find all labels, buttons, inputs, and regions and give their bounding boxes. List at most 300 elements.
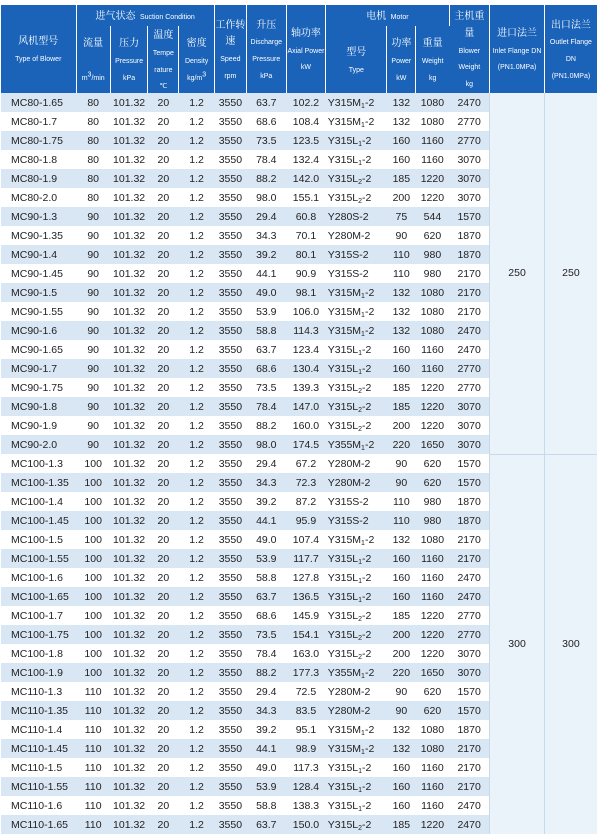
- cell-cap: 80: [76, 150, 110, 169]
- cell-speed: 3550: [214, 473, 246, 492]
- cell-motor-type: $Y315L_1-2$: [326, 758, 387, 777]
- cell-pres: 101.32: [110, 359, 148, 378]
- cell-mkg: 1080: [416, 739, 449, 758]
- cell-speed: 3550: [214, 112, 246, 131]
- cell-temp: 20: [148, 473, 179, 492]
- col-header-temperature: 温度 Tempe rature ℃: [148, 26, 179, 93]
- cell-mkg: 1160: [416, 131, 449, 150]
- cell-model: MC90-1.3: [1, 207, 76, 226]
- cell-motor-type: $Y315L_2-2$: [326, 606, 387, 625]
- cell-disc: 44.1: [246, 739, 286, 758]
- cell-motor-type: Y280M-2: [326, 226, 387, 245]
- cell-dens: 1.2: [179, 359, 214, 378]
- cell-mkg: 1220: [416, 606, 449, 625]
- cell-dens: 1.2: [179, 207, 214, 226]
- cell-disc: 39.2: [246, 492, 286, 511]
- cell-cap: 100: [76, 663, 110, 682]
- cell-disc: 58.8: [246, 568, 286, 587]
- cell-speed: 3550: [214, 454, 246, 473]
- cell-motor-type: $Y315L_1-2$: [326, 340, 387, 359]
- cell-temp: 20: [148, 606, 179, 625]
- cell-pres: 101.32: [110, 112, 148, 131]
- cell-speed: 3550: [214, 302, 246, 321]
- cell-speed: 3550: [214, 568, 246, 587]
- cell-mkw: 110: [387, 264, 416, 283]
- cell-temp: 20: [148, 150, 179, 169]
- cell-dens: 1.2: [179, 321, 214, 340]
- cell-mkg: 1080: [416, 530, 449, 549]
- cell-pres: 101.32: [110, 644, 148, 663]
- col-header-power: 轴功率 Axial Power kW: [286, 5, 326, 93]
- cell-bw: 1570: [449, 473, 490, 492]
- cell-cap: 80: [76, 169, 110, 188]
- cell-mkg: 1220: [416, 815, 449, 834]
- cell-mkw: 75: [387, 207, 416, 226]
- cell-bw: 2470: [449, 796, 490, 815]
- cell-model: MC110-1.35: [1, 701, 76, 720]
- cell-dens: 1.2: [179, 568, 214, 587]
- cell-power: 60.8: [286, 207, 326, 226]
- cell-speed: 3550: [214, 397, 246, 416]
- cell-dens: 1.2: [179, 264, 214, 283]
- cell-pres: 101.32: [110, 777, 148, 796]
- col-header-inlet-flange: 进口法兰 Inlet Flange DN (PN1.0MPa): [490, 5, 545, 93]
- cell-model: MC90-1.65: [1, 340, 76, 359]
- cell-mkg: 1080: [416, 283, 449, 302]
- cell-disc: 58.8: [246, 796, 286, 815]
- cell-power: 83.5: [286, 701, 326, 720]
- cell-motor-type: $Y355M_1-2$: [326, 663, 387, 682]
- cell-dens: 1.2: [179, 549, 214, 568]
- cell-mkg: 544: [416, 207, 449, 226]
- cell-cap: 90: [76, 416, 110, 435]
- cell-power: 138.3: [286, 796, 326, 815]
- cell-mkg: 980: [416, 511, 449, 530]
- cell-bw: 1870: [449, 720, 490, 739]
- cell-speed: 3550: [214, 264, 246, 283]
- cell-pres: 101.32: [110, 416, 148, 435]
- cell-mkw: 220: [387, 663, 416, 682]
- cell-pres: 101.32: [110, 606, 148, 625]
- cell-cap: 110: [76, 815, 110, 834]
- cell-cap: 100: [76, 511, 110, 530]
- cell-mkg: 980: [416, 245, 449, 264]
- cell-temp: 20: [148, 549, 179, 568]
- cell-mkw: 132: [387, 321, 416, 340]
- cell-mkg: 1080: [416, 321, 449, 340]
- cell-disc: 63.7: [246, 587, 286, 606]
- cell-dens: 1.2: [179, 93, 214, 112]
- cell-cap: 100: [76, 587, 110, 606]
- cell-mkw: 110: [387, 245, 416, 264]
- cell-pres: 101.32: [110, 568, 148, 587]
- cell-speed: 3550: [214, 625, 246, 644]
- cell-mkw: 132: [387, 302, 416, 321]
- cell-dens: 1.2: [179, 473, 214, 492]
- cell-power: 107.4: [286, 530, 326, 549]
- cell-dens: 1.2: [179, 150, 214, 169]
- cell-motor-type: Y280S-2: [326, 207, 387, 226]
- cell-disc: 53.9: [246, 777, 286, 796]
- cell-motor-type: $Y315M_1-2$: [326, 93, 387, 112]
- cell-model: MC90-1.45: [1, 264, 76, 283]
- cell-mkw: 185: [387, 815, 416, 834]
- cell-bw: 2170: [449, 264, 490, 283]
- cell-disc: 73.5: [246, 378, 286, 397]
- cell-power: 177.3: [286, 663, 326, 682]
- cell-power: 108.4: [286, 112, 326, 131]
- cell-dens: 1.2: [179, 625, 214, 644]
- cell-disc: 73.5: [246, 131, 286, 150]
- cell-mkw: 200: [387, 644, 416, 663]
- cell-temp: 20: [148, 397, 179, 416]
- cell-speed: 3550: [214, 283, 246, 302]
- cell-cap: 90: [76, 321, 110, 340]
- cell-cap: 80: [76, 112, 110, 131]
- cell-model: MC100-1.7: [1, 606, 76, 625]
- cell-motor-type: $Y315M_1-2$: [326, 321, 387, 340]
- cell-power: 95.9: [286, 511, 326, 530]
- cell-motor-type: $Y315L_2-2$: [326, 416, 387, 435]
- cell-mkw: 160: [387, 340, 416, 359]
- cell-dens: 1.2: [179, 663, 214, 682]
- cell-disc: 53.9: [246, 302, 286, 321]
- cell-mkw: 185: [387, 606, 416, 625]
- cell-temp: 20: [148, 796, 179, 815]
- cell-dens: 1.2: [179, 758, 214, 777]
- cell-mkg: 980: [416, 492, 449, 511]
- cell-cap: 90: [76, 378, 110, 397]
- cell-model: MC90-1.55: [1, 302, 76, 321]
- cell-cap: 100: [76, 606, 110, 625]
- cell-pres: 101.32: [110, 264, 148, 283]
- cell-pres: 101.32: [110, 682, 148, 701]
- col-header-speed: 工作转速 Speed rpm: [214, 5, 246, 93]
- cell-cap: 110: [76, 701, 110, 720]
- cell-power: 117.7: [286, 549, 326, 568]
- cell-dens: 1.2: [179, 720, 214, 739]
- cell-mkg: 1080: [416, 93, 449, 112]
- cell-disc: 63.7: [246, 93, 286, 112]
- cell-mkw: 160: [387, 549, 416, 568]
- cell-speed: 3550: [214, 530, 246, 549]
- cell-bw: 2770: [449, 112, 490, 131]
- cell-temp: 20: [148, 663, 179, 682]
- cell-pres: 101.32: [110, 283, 148, 302]
- cell-cap: 90: [76, 283, 110, 302]
- cell-mkg: 1160: [416, 758, 449, 777]
- cell-temp: 20: [148, 112, 179, 131]
- cell-pres: 101.32: [110, 378, 148, 397]
- cell-power: 98.1: [286, 283, 326, 302]
- cell-temp: 20: [148, 359, 179, 378]
- cell-mkg: 620: [416, 454, 449, 473]
- cell-bw: 2770: [449, 606, 490, 625]
- cell-pres: 101.32: [110, 701, 148, 720]
- cell-disc: 68.6: [246, 606, 286, 625]
- cell-disc: 73.5: [246, 625, 286, 644]
- col-header-density: 密度 Density $kg/m^3$: [179, 26, 214, 93]
- cell-pres: 101.32: [110, 150, 148, 169]
- cell-speed: 3550: [214, 720, 246, 739]
- cell-temp: 20: [148, 625, 179, 644]
- cell-motor-type: $Y315M_1-2$: [326, 302, 387, 321]
- cell-speed: 3550: [214, 549, 246, 568]
- cell-cap: 110: [76, 682, 110, 701]
- cell-model: MC100-1.8: [1, 644, 76, 663]
- cell-disc: 98.0: [246, 435, 286, 454]
- cell-mkw: 200: [387, 416, 416, 435]
- cell-mkw: 90: [387, 701, 416, 720]
- cell-cap: 100: [76, 473, 110, 492]
- cell-disc: 88.2: [246, 663, 286, 682]
- col-header-suction: 进气状态 Suction Condition: [76, 5, 214, 26]
- cell-bw: 2770: [449, 131, 490, 150]
- cell-temp: 20: [148, 169, 179, 188]
- cell-mkw: 185: [387, 169, 416, 188]
- cell-disc: 78.4: [246, 644, 286, 663]
- cell-dens: 1.2: [179, 701, 214, 720]
- cell-power: 155.1: [286, 188, 326, 207]
- cell-disc: 58.8: [246, 321, 286, 340]
- cell-disc: 88.2: [246, 416, 286, 435]
- cell-mkg: 980: [416, 264, 449, 283]
- cell-power: 150.0: [286, 815, 326, 834]
- cell-power: 123.4: [286, 340, 326, 359]
- cell-dens: 1.2: [179, 777, 214, 796]
- cell-dens: 1.2: [179, 283, 214, 302]
- col-header-capacity: 流量 $m^3/\min$: [76, 26, 110, 93]
- cell-temp: 20: [148, 492, 179, 511]
- cell-speed: 3550: [214, 796, 246, 815]
- cell-disc: 29.4: [246, 682, 286, 701]
- cell-pres: 101.32: [110, 796, 148, 815]
- cell-temp: 20: [148, 93, 179, 112]
- cell-model: MC100-1.75: [1, 625, 76, 644]
- cell-pres: 101.32: [110, 226, 148, 245]
- cell-bw: 2170: [449, 777, 490, 796]
- cell-bw: 1870: [449, 492, 490, 511]
- cell-bw: 3070: [449, 644, 490, 663]
- cell-motor-type: $Y315L_1-2$: [326, 549, 387, 568]
- cell-temp: 20: [148, 587, 179, 606]
- cell-motor-type: Y315S-2: [326, 492, 387, 511]
- cell-power: 90.9: [286, 264, 326, 283]
- cell-temp: 20: [148, 340, 179, 359]
- cell-bw: 2770: [449, 625, 490, 644]
- cell-speed: 3550: [214, 207, 246, 226]
- cell-power: 102.2: [286, 93, 326, 112]
- cell-temp: 20: [148, 758, 179, 777]
- cell-model: MC100-1.45: [1, 511, 76, 530]
- cell-motor-type: $Y315L_1-2$: [326, 587, 387, 606]
- col-header-blower-weight: 主机重量 Blower Weight kg: [449, 5, 490, 93]
- cell-cap: 110: [76, 739, 110, 758]
- cell-disc: 88.2: [246, 169, 286, 188]
- cell-mkg: 620: [416, 682, 449, 701]
- col-header-motor-weight: 重量 Weight kg: [416, 26, 449, 93]
- cell-mkw: 200: [387, 188, 416, 207]
- cell-bw: 3070: [449, 435, 490, 454]
- cell-cap: 80: [76, 93, 110, 112]
- cell-power: 72.3: [286, 473, 326, 492]
- cell-mkw: 220: [387, 435, 416, 454]
- cell-pres: 101.32: [110, 207, 148, 226]
- cell-power: 142.0: [286, 169, 326, 188]
- cell-mkw: 200: [387, 625, 416, 644]
- cell-disc: 29.4: [246, 454, 286, 473]
- cell-dens: 1.2: [179, 796, 214, 815]
- cell-power: 145.9: [286, 606, 326, 625]
- cell-speed: 3550: [214, 188, 246, 207]
- cell-pres: 101.32: [110, 530, 148, 549]
- cell-pres: 101.32: [110, 739, 148, 758]
- cell-bw: 3070: [449, 397, 490, 416]
- cell-pres: 101.32: [110, 321, 148, 340]
- cell-pres: 101.32: [110, 435, 148, 454]
- cell-pres: 101.32: [110, 188, 148, 207]
- cell-speed: 3550: [214, 606, 246, 625]
- cell-disc: 49.0: [246, 283, 286, 302]
- cell-speed: 3550: [214, 511, 246, 530]
- cell-motor-type: $Y355M_1-2$: [326, 435, 387, 454]
- cell-mkw: 160: [387, 796, 416, 815]
- cell-dens: 1.2: [179, 815, 214, 834]
- cell-temp: 20: [148, 511, 179, 530]
- cell-motor-type: Y280M-2: [326, 682, 387, 701]
- cell-motor-type: $Y315L_1-2$: [326, 796, 387, 815]
- cell-mkw: 160: [387, 150, 416, 169]
- cell-pres: 101.32: [110, 473, 148, 492]
- cell-temp: 20: [148, 302, 179, 321]
- cell-mkg: 1160: [416, 359, 449, 378]
- cell-mkg: 1160: [416, 587, 449, 606]
- cell-inlet-flange: 300: [490, 454, 545, 834]
- cell-model: MC100-1.35: [1, 473, 76, 492]
- cell-bw: 2170: [449, 549, 490, 568]
- cell-pres: 101.32: [110, 720, 148, 739]
- cell-mkg: 1160: [416, 796, 449, 815]
- cell-speed: 3550: [214, 758, 246, 777]
- cell-model: MC80-1.65: [1, 93, 76, 112]
- cell-motor-type: $Y315L_2-2$: [326, 169, 387, 188]
- cell-speed: 3550: [214, 644, 246, 663]
- cell-mkw: 90: [387, 473, 416, 492]
- cell-mkw: 160: [387, 359, 416, 378]
- cell-cap: 90: [76, 245, 110, 264]
- cell-dens: 1.2: [179, 435, 214, 454]
- cell-pres: 101.32: [110, 302, 148, 321]
- cell-temp: 20: [148, 454, 179, 473]
- cell-motor-type: Y315S-2: [326, 511, 387, 530]
- cell-disc: 44.1: [246, 511, 286, 530]
- cell-mkw: 90: [387, 226, 416, 245]
- cell-mkw: 160: [387, 131, 416, 150]
- cell-dens: 1.2: [179, 378, 214, 397]
- cell-temp: 20: [148, 682, 179, 701]
- cell-dens: 1.2: [179, 587, 214, 606]
- cell-cap: 110: [76, 796, 110, 815]
- cell-model: MC100-1.6: [1, 568, 76, 587]
- cell-disc: 78.4: [246, 397, 286, 416]
- cell-model: MC80-2.0: [1, 188, 76, 207]
- cell-temp: 20: [148, 568, 179, 587]
- cell-cap: 110: [76, 777, 110, 796]
- cell-power: 139.3: [286, 378, 326, 397]
- cell-bw: 3070: [449, 150, 490, 169]
- cell-motor-type: Y315S-2: [326, 264, 387, 283]
- cell-dens: 1.2: [179, 682, 214, 701]
- cell-model: MC110-1.3: [1, 682, 76, 701]
- cell-mkw: 160: [387, 587, 416, 606]
- cell-mkg: 1220: [416, 397, 449, 416]
- cell-cap: 100: [76, 568, 110, 587]
- cell-mkw: 185: [387, 378, 416, 397]
- cell-dens: 1.2: [179, 739, 214, 758]
- cell-motor-type: Y280M-2: [326, 454, 387, 473]
- cell-mkw: 110: [387, 511, 416, 530]
- cell-temp: 20: [148, 739, 179, 758]
- cell-temp: 20: [148, 245, 179, 264]
- cell-temp: 20: [148, 416, 179, 435]
- cell-dens: 1.2: [179, 454, 214, 473]
- cell-mkg: 1160: [416, 568, 449, 587]
- cell-mkg: 1220: [416, 416, 449, 435]
- cell-speed: 3550: [214, 169, 246, 188]
- cell-bw: 1870: [449, 511, 490, 530]
- cell-model: MC110-1.6: [1, 796, 76, 815]
- cell-inlet-flange: 250: [490, 93, 545, 454]
- cell-pres: 101.32: [110, 340, 148, 359]
- cell-speed: 3550: [214, 359, 246, 378]
- cell-speed: 3550: [214, 131, 246, 150]
- cell-mkw: 132: [387, 720, 416, 739]
- cell-pres: 101.32: [110, 511, 148, 530]
- cell-bw: 2770: [449, 359, 490, 378]
- cell-motor-type: $Y315L_1-2$: [326, 131, 387, 150]
- cell-pres: 101.32: [110, 454, 148, 473]
- cell-temp: 20: [148, 530, 179, 549]
- cell-pres: 101.32: [110, 169, 148, 188]
- col-header-outlet-flange: 出口法兰 Outlet Flange DN (PN1.0MPa): [544, 5, 597, 93]
- cell-bw: 1570: [449, 682, 490, 701]
- cell-bw: 2170: [449, 530, 490, 549]
- cell-mkw: 132: [387, 93, 416, 112]
- cell-dens: 1.2: [179, 245, 214, 264]
- cell-power: 160.0: [286, 416, 326, 435]
- cell-power: 117.3: [286, 758, 326, 777]
- cell-cap: 110: [76, 758, 110, 777]
- cell-bw: 1570: [449, 207, 490, 226]
- cell-power: 128.4: [286, 777, 326, 796]
- cell-model: MC90-1.7: [1, 359, 76, 378]
- cell-motor-type: $Y315M_1-2$: [326, 530, 387, 549]
- cell-pres: 101.32: [110, 663, 148, 682]
- cell-speed: 3550: [214, 321, 246, 340]
- cell-pres: 101.32: [110, 93, 148, 112]
- cell-mkw: 90: [387, 682, 416, 701]
- cell-model: MC100-1.55: [1, 549, 76, 568]
- cell-power: 106.0: [286, 302, 326, 321]
- cell-power: 80.1: [286, 245, 326, 264]
- cell-motor-type: $Y315L_1-2$: [326, 777, 387, 796]
- cell-disc: 68.6: [246, 112, 286, 131]
- cell-outlet-flange: 250: [544, 93, 597, 454]
- cell-dens: 1.2: [179, 112, 214, 131]
- cell-pres: 101.32: [110, 758, 148, 777]
- cell-mkg: 1160: [416, 150, 449, 169]
- cell-model: MC90-1.35: [1, 226, 76, 245]
